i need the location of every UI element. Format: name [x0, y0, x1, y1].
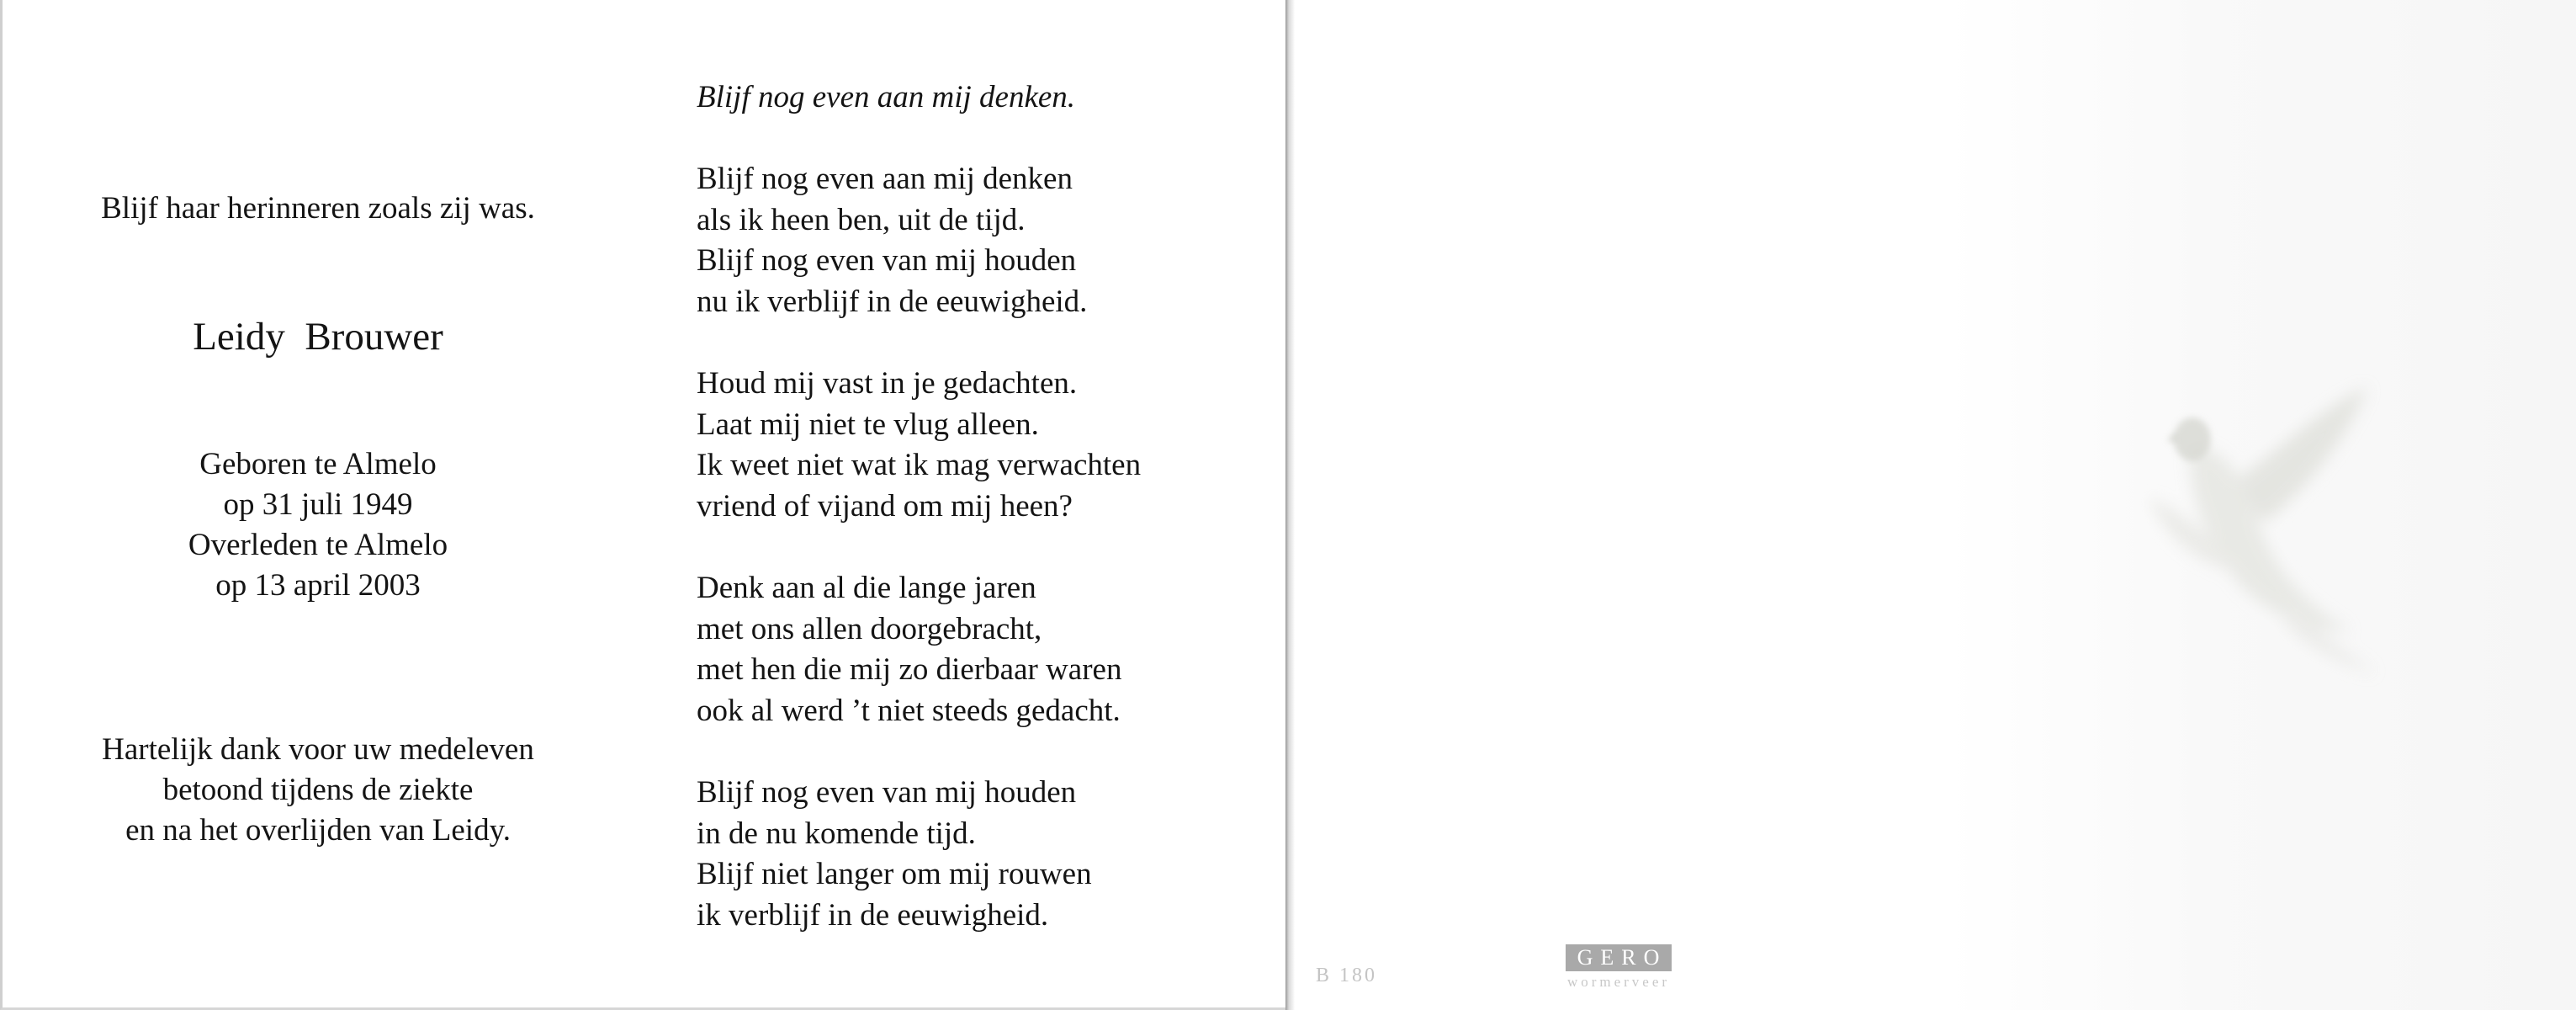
logo-subtext: wormerveer [1566, 974, 1671, 990]
poem-title: Blijf nog even aan mij denken. [697, 80, 1076, 114]
poem-stanza-1 [697, 159, 1269, 322]
card-fold-edge [1285, 0, 1299, 1010]
poem-line: Blijf nog even van mij houden [697, 243, 1077, 279]
poem-line: met hen die mij zo dierbaar waren [697, 652, 1122, 688]
death-place-line: Overleden te Almelo [188, 528, 448, 562]
product-code: B 180 [1316, 965, 1378, 986]
death-date-line: op 13 april 2003 [215, 568, 421, 603]
poem-line: Blijf nog even van mij houden [697, 775, 1077, 811]
poem-line: met ons allen doorgebracht, [697, 611, 1042, 646]
poem-line: Ik weet niet wat ik mag verwachten [697, 448, 1142, 483]
thanks-line-1: Hartelijk dank voor uw medeleven [102, 732, 534, 767]
poem-line: Houd mij vast in je gedachten. [697, 366, 1078, 401]
poem [697, 77, 1269, 977]
poem-line: Laat mij niet te vlug alleen. [697, 407, 1039, 442]
memorial-text-column [36, 0, 600, 1010]
poem-stanza-4 [697, 773, 1269, 936]
poem-stanza-3 [697, 568, 1269, 731]
printer-logo [1560, 944, 1678, 991]
poem-stanza-2 [697, 364, 1269, 527]
poem-line: vriend of vijand om mij heen? [697, 488, 1073, 524]
thanks-line-2: betoond tijdens de ziekte [162, 773, 474, 807]
back-page [1299, 0, 2576, 1010]
birth-date-line: op 31 juli 1949 [223, 487, 413, 522]
logo-mark: GERO [1566, 944, 1672, 971]
dove-icon [2098, 354, 2451, 707]
poem-line: Blijf nog even aan mij denken [697, 162, 1073, 197]
poem-line: als ik heen ben, uit de tijd. [697, 202, 1026, 237]
poem-line: ik verblijf in de eeuwigheid. [697, 897, 1049, 933]
deceased-name: Leidy Brouwer [193, 315, 443, 359]
inner-page [0, 0, 1285, 1010]
birth-place-line: Geboren te Almelo [199, 447, 437, 481]
poem-line: nu ik verblijf in de eeuwigheid. [697, 284, 1088, 319]
poem-line: in de nu komende tijd. [697, 816, 976, 851]
thanks-line-3: en na het overlijden van Leidy. [125, 813, 511, 848]
poem-line: ook al werd ’t niet steeds gedacht. [697, 693, 1121, 728]
poem-line: Denk aan al die lange jaren [697, 571, 1036, 606]
opening-line: Blijf haar herinneren zoals zij was. [101, 191, 535, 226]
poem-line: Blijf niet langer om mij rouwen [697, 857, 1092, 892]
